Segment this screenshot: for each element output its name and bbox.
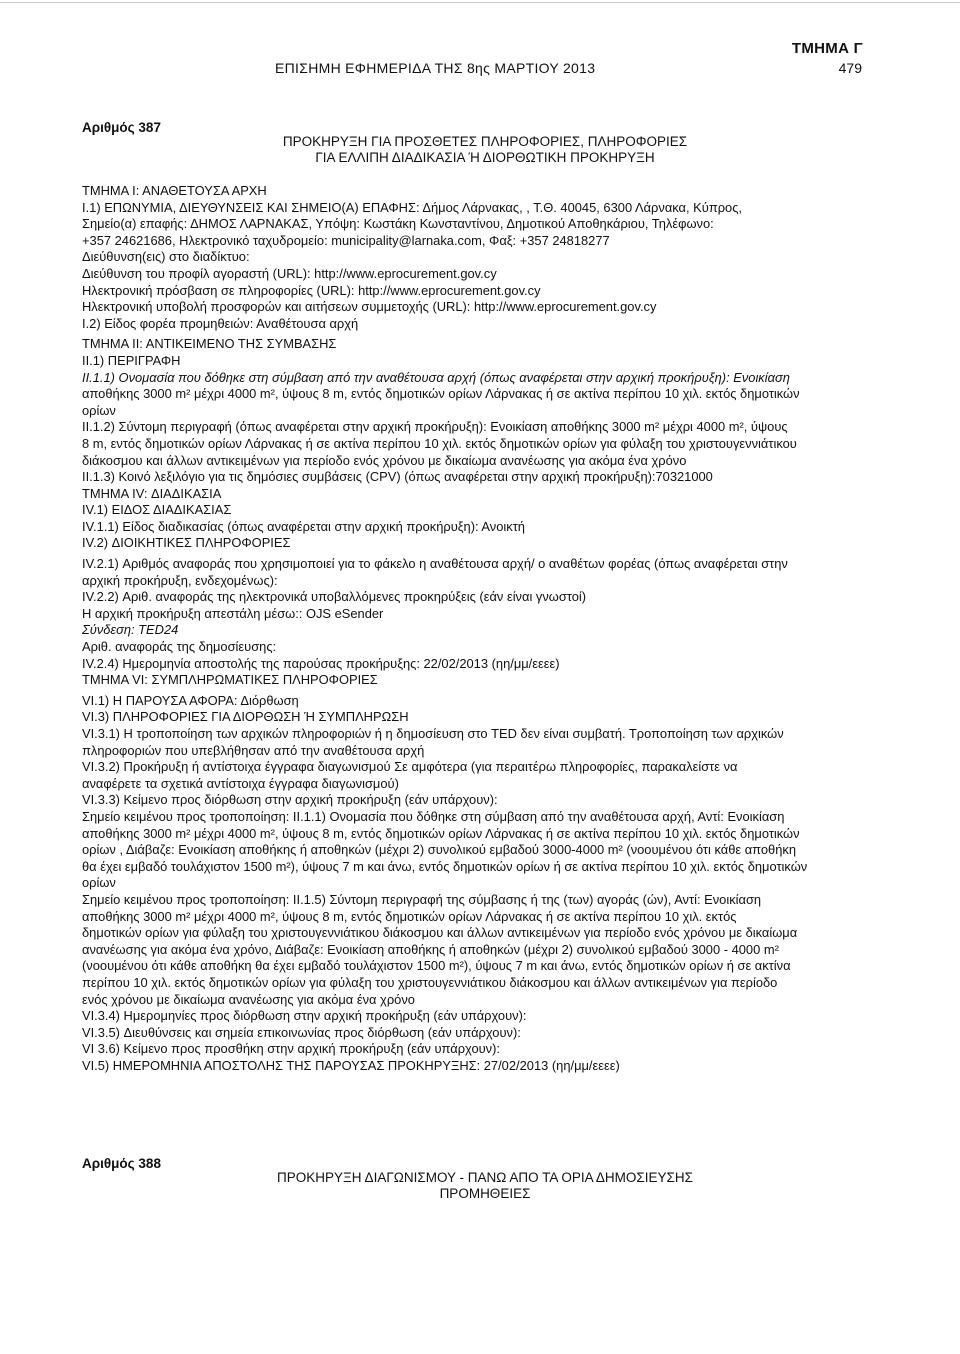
body-line: Σύνδεση: TED24 xyxy=(82,622,179,638)
body-line: ΙΙ.1.3) Κοινό λεξιλόγιο για τις δημόσιες συμβάσεις (CPV) (όπως αναφέρεται στην αρχική προκήρυξη):70321000 xyxy=(82,469,713,485)
body-line: VI 3.6) Κείμενο προς προσθήκη στην αρχική προκήρυξη (εάν υπάρχουν): xyxy=(82,1041,501,1057)
body-line: Σημείο(α) επαφής: ΔΗΜΟΣ ΛΑΡΝΑΚΑΣ, Υπόψη: Κωστάκη Κωνσταντίνου, Δημοτικού Αποθηκάριου, Τηλέφωνο: xyxy=(82,216,714,232)
body-line: VI.3.1) Η τροποποίηση των αρχικών πληροφοριών ή η δημοσίευση στο TED δεν είναι συμβατή. Τροποποίηση των αρχικών xyxy=(82,726,784,741)
body-line: ΙΙ.1.1) Ονομασία που δόθηκε στη σύμβαση από την αναθέτουσα αρχή (όπως αναφέρεται στην αρχική προκήρυξη): Ενοικίαση xyxy=(82,369,790,385)
body-line: 8 m, εντός δημοτικών ορίων Λάρνακας ή σε ακτίνα περίπου 10 χιλ. εκτός δημοτικών ορίων για φύλαξη του χριστουγεννιάτικου xyxy=(82,435,797,451)
notice-title-387 xyxy=(160,134,810,166)
body-line: Ηλεκτρονική υποβολή προσφορών και αιτήσεων συμμετοχής (URL): http://www.eprocurement.gov.cy xyxy=(82,299,657,315)
body-line: ΙΙ.1.2) Σύντομη περιγραφή (όπως αναφέρεται στην αρχική προκήρυξη): Ενοικίαση αποθήκης 3000 m² μέχρι 4000 m², ύψους xyxy=(82,419,788,435)
body-line: VI.3.3) Κείμενο προς διόρθωση στην αρχική προκήρυξη (εάν υπάρχουν): xyxy=(82,792,498,808)
body-line: αποθήκης 3000 m² μέχρι 4000 m², ύψους 8 m, εντός δημοτικών ορίων Λάρνακας ή σε ακτίνα περίπου 10 χιλ. εκτός δημοτικών xyxy=(82,386,800,402)
notice-body-387 xyxy=(82,183,866,1074)
body-line: IV.1) ΕΙΔΟΣ ΔΙΑΔΙΚΑΣΙΑΣ xyxy=(82,502,232,518)
body-line: IV.2) ΔΙΟΙΚΗΤΙΚΕΣ ΠΛΗΡΟΦΟΡΙΕΣ xyxy=(82,535,291,551)
body-line: ΤΜΗΜΑ ΙΙ: ΑΝΤΙΚΕΙΜΕΝΟ ΤΗΣ ΣΥΜΒΑΣΗΣ xyxy=(82,336,337,352)
body-line: Ηλεκτρονική πρόσβαση σε πληροφορίες (URL): http://www.eprocurement.gov.cy xyxy=(82,282,541,298)
body-line: ΙΙ.1) ΠΕΡΙΓΡΑΦΗ xyxy=(82,352,181,368)
body-line: αναφέρετε τα σχετικά αντίστοιχα έγγραφα διαγωνισμού) xyxy=(82,775,399,791)
body-line: Ι.2) Είδος φορέα προμηθειών: Αναθέτουσα αρχή xyxy=(82,315,359,331)
body-line: αποθήκης 3000 m² μέχρι 4000 m², ύψους 8 m, εντός δημοτικών ορίων Λάρνακας ή σε ακτίνα περίπου 10 χιλ. εκτός xyxy=(82,908,737,924)
scan-top-edge xyxy=(0,2,960,3)
body-line: (νοουμένου ότι κάθε αποθήκη θα έχει εμβαδό τουλάχιστον 1500 m²), ύψους 7 m και άνω, εντός δημοτικών ορίων ή σε ακτίνα xyxy=(82,958,791,974)
body-line: +357 24621686, Ηλεκτρονικό ταχυδρομείο: municipality@larnaka.com, Φαξ: +357 24818277 xyxy=(82,232,610,248)
body-line: VI.1) Η ΠΑΡΟΥΣΑ ΑΦΟΡΑ: Διόρθωση xyxy=(82,692,299,708)
body-line: Η αρχική προκήρυξη απεστάλη μέσω:: OJS eSender xyxy=(82,605,384,621)
notice-number-387: Αριθμός 387 xyxy=(82,120,161,135)
body-line: VI.3.5) Διευθύνσεις και σημεία επικοινωνίας προς διόρθωση (εάν υπάρχουν): xyxy=(82,1024,521,1040)
body-line: Διεύθυνση(εις) στο διαδίκτυο: xyxy=(82,249,250,265)
notice-title-line: ΠΡΟΜΗΘΕΙΕΣ xyxy=(439,1186,531,1201)
body-line: VI.5) ΗΜΕΡΟΜΗΝΙΑ ΑΠΟΣΤΟΛΗΣ ΤΗΣ ΠΑΡΟΥΣΑΣ ΠΡΟΚΗΡΥΞΗΣ: 27/02/2013 (ηη/μμ/εεεε) xyxy=(82,1057,620,1073)
body-line: ΤΜΗΜΑ IV: ΔΙΑΔΙΚΑΣΙΑ xyxy=(82,485,222,501)
body-line: ορίων , Διάβαζε: Ενοικίαση αποθήκης ή αποθηκών (μέχρι 2) συνολικού εμβαδού 3000-4000 m² (νοουμένου ότι κάθε αποθήκη xyxy=(82,842,796,858)
body-line: περίπου 10 χιλ. εκτός δημοτικών ορίων για φύλαξη του χριστουγεννιάτικου διάκοσμου και άλλων αντικειμένων για περίοδο xyxy=(82,974,778,990)
body-line: IV.1.1) Είδος διαδικασίας (όπως αναφέρεται στην αρχική προκήρυξη): Ανοικτή xyxy=(82,518,525,534)
notice-title-line: ΠΡΟΚΗΡΥΞΗ ΔΙΑΓΩΝΙΣΜΟΥ - ΠΑΝΩ ΑΠΟ ΤΑ ΟΡΙΑ ΔΗΜΟΣΙΕΥΣΗΣ xyxy=(277,1170,693,1185)
gazette-running-head: ΕΠΙΣΗΜΗ ΕΦΗΜΕΡΙΔΑ ΤΗΣ 8ης ΜΑΡΤΙΟΥ 2013 xyxy=(275,60,596,76)
body-line: ορίων xyxy=(82,402,116,418)
body-line: ορίων xyxy=(82,875,116,891)
body-line: Σημείο κειμένου προς τροποποίηση: ΙΙ.1.1) Ονομασία που δόθηκε στη σύμβαση από την αναθέτουσα αρχή, Αντί: Ενοικίαση xyxy=(82,808,785,824)
body-line: θα έχει εμβαδό τουλάχιστον 1500 m²), ύψους 7 m και άνω, εντός δημοτικών ορίων ή σε ακτίνα περίπου 10 χιλ. εκτός δημοτικών xyxy=(82,858,808,874)
body-line: IV.2.2) Αριθ. αναφοράς της ηλεκτρονικά υποβαλλόμενες προκηρύξεις (εάν είναι γνωστοί) xyxy=(82,589,587,605)
body-line: IV.2.4) Ημερομηνία αποστολής της παρούσας προκήρυξης: 22/02/2013 (ηη/μμ/εεεε) xyxy=(82,655,560,671)
body-line: πληροφοριών που υπεβλήθησαν από την αναθέτουσα αρχή xyxy=(82,742,425,758)
body-line: διάκοσμου και άλλων αντικειμένων για περίοδο ενός χρόνου με δικαίωμα ανανέωσης για ακόμα ένα χρόνο xyxy=(82,452,687,468)
body-line: αρχική προκήρυξη, ενδεχομένως): xyxy=(82,572,278,588)
notice-title-line: ΠΡΟΚΗΡΥΞΗ ΓΙΑ ΠΡΟΣΘΕΤΕΣ ΠΛΗΡΟΦΟΡΙΕΣ, ΠΛΗΡΟΦΟΡΙΕΣ xyxy=(282,134,688,149)
body-line: Σημείο κειμένου προς τροποποίηση: ΙΙ.1.5) Σύντομη περιγραφή της σύμβασης ή της (των) αγοράς (ών), Αντί: Ενοικίαση xyxy=(82,891,762,907)
body-line: Διεύθυνση του προφίλ αγοραστή (URL): http://www.eprocurement.gov.cy xyxy=(82,265,497,281)
body-line: δημοτικών ορίων για φύλαξη του χριστουγεννιάτικου διάκοσμου και άλλων αντικειμένων για περίοδο ενός χρόνου με δικαίωμα xyxy=(82,925,798,941)
notice-number-388: Αριθμός 388 xyxy=(82,1156,161,1171)
page-number: 479 xyxy=(838,60,862,76)
body-line: ΤΜΗΜΑ VI: ΣΥΜΠΛΗΡΩΜΑΤΙΚΕΣ ΠΛΗΡΟΦΟΡΙΕΣ xyxy=(82,672,378,688)
body-line: αποθήκης 3000 m² μέχρι 4000 m², ύψους 8 m, εντός δημοτικών ορίων Λάρνακας ή σε ακτίνα περίπου 10 χιλ. εκτός δημοτικών xyxy=(82,825,800,841)
body-line: VI.3) ΠΛΗΡΟΦΟΡΙΕΣ ΓΙΑ ΔΙΟΡΘΩΣΗ Ή ΣΥΜΠΛΗΡΩΣΗ xyxy=(82,709,409,725)
notice-title-line: ΓΙΑ ΕΛΛΙΠΗ ΔΙΑΔΙΚΑΣΙΑ Ή ΔΙΟΡΘΩΤΙΚΗ ΠΡΟΚΗΡΥΞΗ xyxy=(315,150,655,165)
body-line: Ι.1) ΕΠΩΝΥΜΙΑ, ΔΙΕΥΘΥΝΣΕΙΣ ΚΑΙ ΣΗΜΕΙΟ(Α) ΕΠΑΦΗΣ: Δήμος Λάρνακας, , Τ.Θ. 40045, 6300 Λάρνακα, Κύπρος, xyxy=(82,199,743,215)
body-line: ΤΜΗΜΑ Ι: ΑΝΑΘΕΤΟΥΣΑ ΑΡΧΗ xyxy=(82,183,267,198)
body-line: ενός χρόνου με δικαίωμα ανανέωσης για ακόμα ένα χρόνο xyxy=(82,991,415,1007)
body-line: Αριθ. αναφοράς της δημοσίευσης: xyxy=(82,639,277,655)
body-line: VI.3.4) Ημερομηνίες προς διόρθωση στην αρχική προκήρυξη (εάν υπάρχουν): xyxy=(82,1008,527,1024)
body-line: IV.2.1) Αριθμός αναφοράς που χρησιμοποιεί για το φάκελο η αναθέτουσα αρχή/ ο αναθέτων φορέας (όπως αναφέρεται στην xyxy=(82,556,788,572)
body-line: VI.3.2) Προκήρυξη ή αντίστοιχα έγγραφα διαγωνισμού Σε αμφότερα (για περαιτέρω πληροφορίες, παρακαλείστε να xyxy=(82,759,738,775)
notice-title-388 xyxy=(160,1170,810,1202)
body-line: ανανέωσης για ακόμα ένα χρόνο, Διάβαζε: Ενοικίαση αποθήκης ή αποθηκών (μέχρι 2) συνολικού εμβαδού 3000 - 4000 m² xyxy=(82,941,779,957)
section-label: ΤΜΗΜΑ Γ xyxy=(791,40,863,57)
